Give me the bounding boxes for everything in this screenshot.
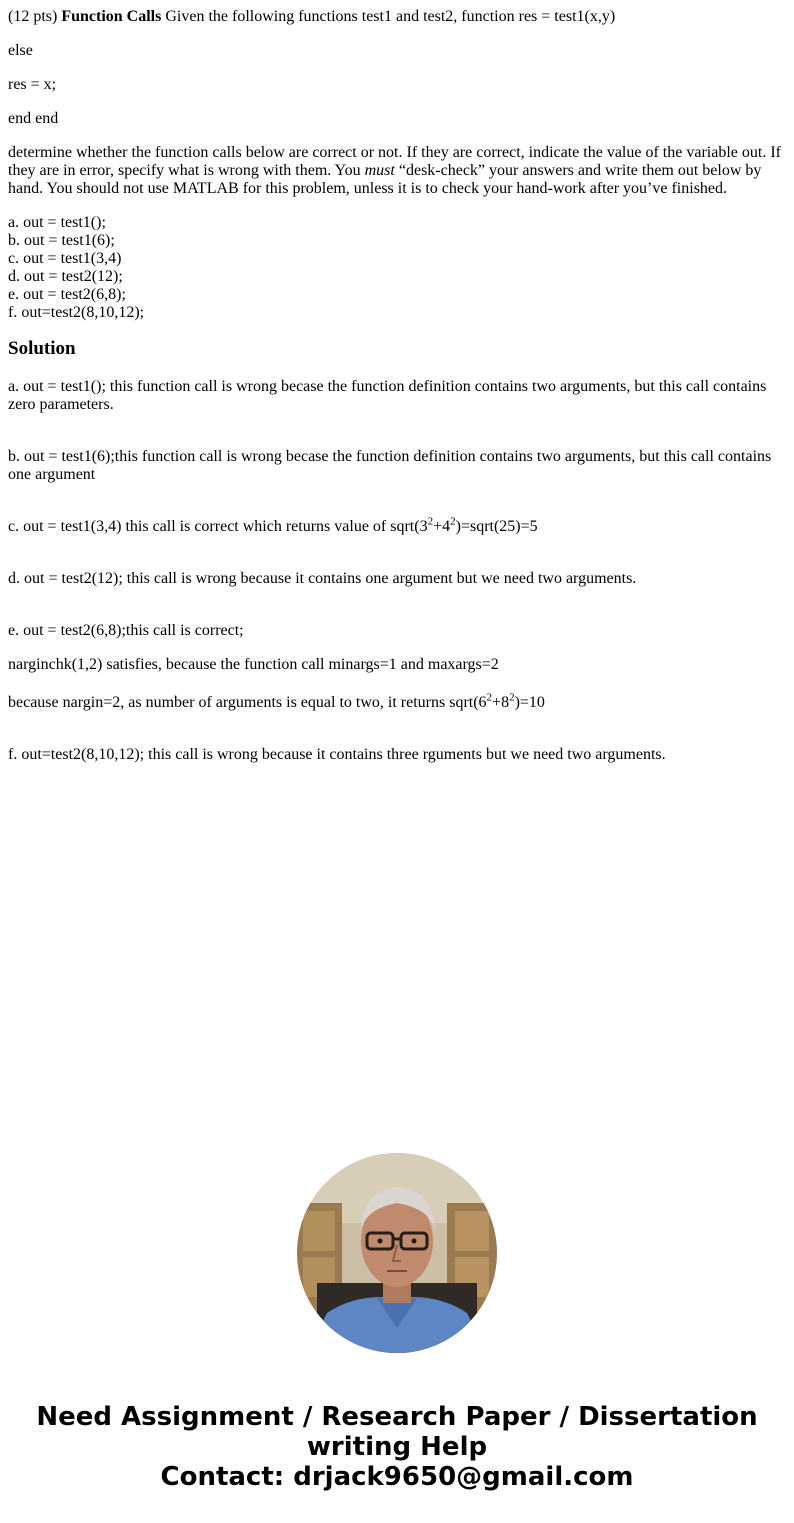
- avatar-portrait-icon: [297, 1153, 497, 1353]
- footer-line: writing Help: [306, 1432, 488, 1462]
- solution-c: [8, 515, 786, 536]
- description-part2: “desk-check” your answers and write them out below by hand. You should not use MATLAB for this problem, unless it is to check your hand-work after you’ve finished.: [8, 162, 762, 197]
- question-description: [8, 144, 786, 198]
- solution-e-mid: +8: [492, 694, 510, 711]
- list-item: a. out = test1();: [8, 214, 106, 231]
- footer-contact-email: Contact: drjack9650@gmail.com: [160, 1462, 634, 1492]
- list-item: e. out = test2(6,8);: [8, 286, 126, 303]
- list-item: d. out = test2(12);: [8, 268, 123, 285]
- solution-heading: Solution: [8, 338, 76, 359]
- list-item: c. out = test1(3,4): [8, 250, 122, 267]
- superscript: 2: [450, 515, 456, 528]
- footer-contact: [0, 1402, 794, 1492]
- question-points: (12 pts): [8, 8, 58, 25]
- solution-c-suffix: )=sqrt(25)=5: [455, 518, 538, 535]
- description-must: must: [364, 162, 395, 179]
- question-items: [8, 214, 786, 322]
- question-intro-text: Given the following functions test1 and test2, function res = test1(x,y): [165, 8, 616, 25]
- solution-e-result: [8, 691, 786, 712]
- superscript: 2: [509, 691, 515, 704]
- avatar: [297, 1153, 497, 1353]
- list-item: b. out = test1(6);: [8, 232, 115, 249]
- solution-e: e. out = test2(6,8);this call is correct;: [8, 622, 244, 639]
- solution-c-prefix: c. out = test1(3,4) this call is correct which returns value of sqrt(3: [8, 518, 428, 535]
- solution-c-mid: +4: [433, 518, 451, 535]
- solution-f: f. out=test2(8,10,12); this call is wrong because it contains three rguments but we need two arguments.: [8, 746, 666, 763]
- solution-d: d. out = test2(12); this call is wrong because it contains one argument but we need two arguments.: [8, 570, 637, 587]
- description-part1: determine whether the function calls below are correct or not. If they are correct, indicate the value of the variable out. If they are in error, specify what is wrong with them. You: [8, 144, 781, 179]
- solution-e-suffix: )=10: [514, 694, 545, 711]
- superscript: 2: [486, 691, 493, 704]
- question-intro: [8, 8, 786, 26]
- solution-b: b. out = test1(6);this function call is wrong becase the function definition contains two arguments, but this call contains one argument: [8, 448, 772, 483]
- footer-line: Need Assignment / Research Paper / Dissertation: [36, 1402, 758, 1432]
- code-res: res = x;: [8, 76, 57, 93]
- solution-a: a. out = test1(); this function call is wrong becase the function definition contains two arguments, but this call contains zero parameters.: [8, 378, 767, 413]
- solution-e-nargin: narginchk(1,2) satisfies, because the function call minargs=1 and maxargs=2: [8, 656, 499, 673]
- code-end: end end: [8, 110, 59, 127]
- code-else: else: [8, 42, 33, 59]
- question-title: Function Calls: [61, 8, 162, 25]
- solution-e-prefix: because nargin=2, as number of arguments is equal to two, it returns sqrt(6: [8, 694, 487, 711]
- superscript: 2: [427, 515, 434, 528]
- list-item: f. out=test2(8,10,12);: [8, 304, 145, 321]
